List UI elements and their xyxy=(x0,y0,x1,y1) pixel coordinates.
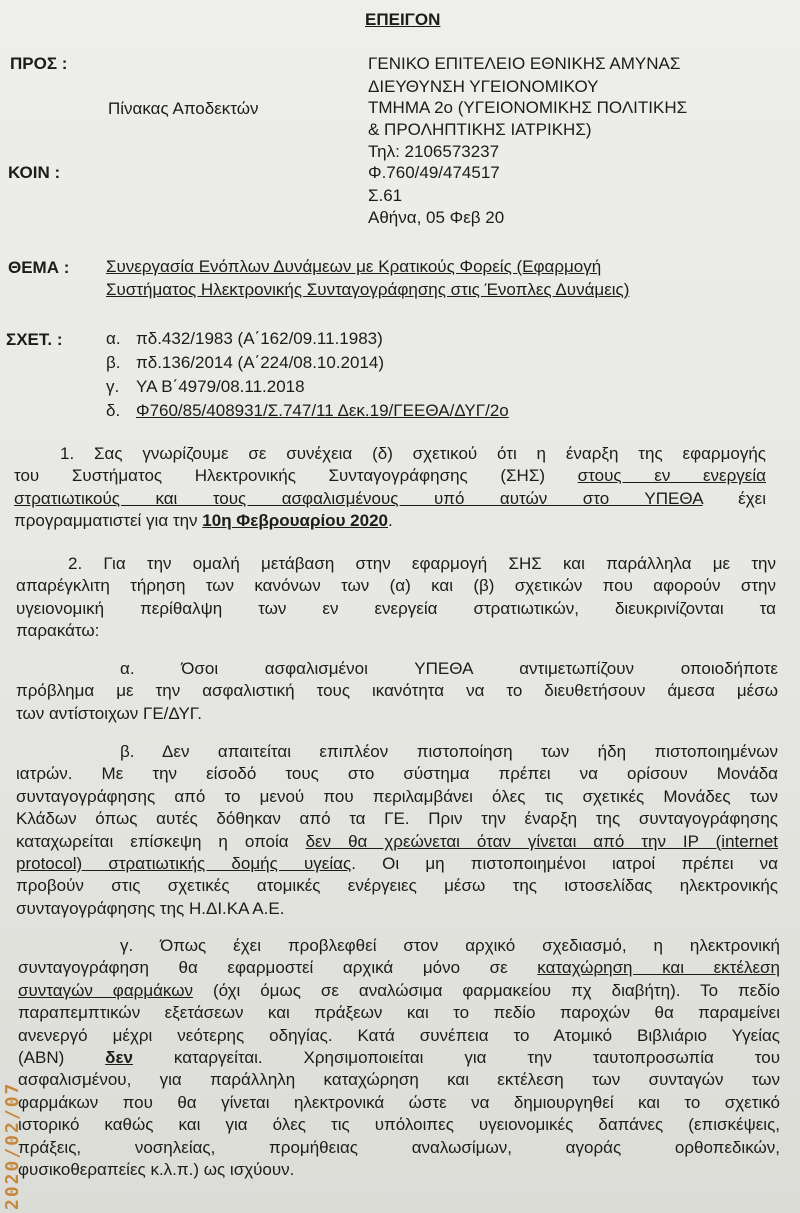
serial-number: Σ.61 xyxy=(368,186,403,205)
p1-text: προγραμματιστεί για την xyxy=(14,511,203,531)
file-number: Φ.760/49/474517 xyxy=(368,163,500,182)
p1-line-1: 1. Σας γνωρίζουμε σε συνέχεια (δ) σχετικού ότι η έναρξη της εφαρμογής xyxy=(60,444,766,463)
pc-line-3 xyxy=(18,980,780,1002)
pc-line-4: παραπεμπτικών εξετάσεων και πράξεων και το πεδίο παροχών θα παραμείνει xyxy=(18,1003,780,1023)
p2-line-1: 2. Για την ομαλή μετάβαση στην εφαρμογή ΣΗΣ και παράλληλα με την xyxy=(68,554,776,573)
start-date: 10η Φεβρουαρίου 2020 xyxy=(202,511,389,531)
pa-line-1: α. Όσοι ασφαλισμένοι ΥΠΕΘΑ αντιμετωπίζουν οποιοδήποτε xyxy=(120,659,778,678)
paragraph-b xyxy=(16,741,778,920)
sender-line-2: ΔΙΕΥΘΥΝΣΗ ΥΓΕΙΟΝΟΜΙΚΟΥ xyxy=(368,77,599,96)
pb-text: καταχωρείται επίσκεψη η οποία xyxy=(16,831,306,851)
subject-label: ΘΕΜΑ : xyxy=(8,258,70,277)
paragraph-1 xyxy=(14,443,766,533)
pc-underlined: καταχώρηση και εκτέλεση xyxy=(537,958,780,978)
pb-line-6 xyxy=(16,853,778,875)
reference-text: πδ.136/2014 (Α΄224/08.10.2014) xyxy=(136,353,385,372)
reference-text: Φ760/85/408931/Σ.747/11 Δεκ.19/ΓΕΕΘΑ/ΔΥΓ/2ο xyxy=(136,401,509,420)
pb-line-7: προβούν στις σχετικές ατομικές ενέργειες μέσω της ιστοσελίδας ηλεκτρονικής xyxy=(16,876,778,896)
reference-text: πδ.432/1983 (Α΄162/09.11.1983) xyxy=(136,329,383,348)
subject-line-1: Συνεργασία Ενόπλων Δυνάμεων με Κρατικούς Φορείς (Εφαρμογή xyxy=(106,257,602,276)
p1-line-4 xyxy=(14,510,766,532)
pb-line-4: Κλάδων όπως αυτές δόθηκαν από τα ΓΕ. Πριν την έναρξη της συνταγογράφησης xyxy=(16,809,778,829)
pb-line-1: β. Δεν απαιτείται επιπλέον πιστοποίηση των ήδη πιστοποιημένων xyxy=(120,742,778,761)
p1-line-2 xyxy=(14,465,766,487)
pb-line-2: ιατρών. Με την είσοδό τους στο σύστημα πρέπει να ορίσουν Μονάδα xyxy=(16,764,778,784)
to-label: ΠΡΟΣ : xyxy=(10,54,68,73)
p1-line-3 xyxy=(14,488,766,510)
pc-line-6 xyxy=(18,1047,780,1069)
subject-line-2: Συστήματος Ηλεκτρονικής Συνταγογράφησης στις Ένοπλες Δυνάμεις) xyxy=(106,280,630,299)
pc-line-8: φαρμάκων που θα γίνεται ηλεκτρονικά ώστε να δημιουργηθεί και το σχετικό xyxy=(18,1092,780,1112)
pc-bold-not: δεν xyxy=(105,1048,134,1068)
paragraph-c xyxy=(18,935,780,1181)
pc-line-9: ιστορικό καθώς και για όλες τις υπόλοιπες υγειονομικές δαπάνες (επισκέψεις, xyxy=(18,1115,780,1135)
p2-line-3: υγειονομική περίθαλψη των εν ενεργεία στρατιωτικών, διευκρινίζονται τα xyxy=(16,598,776,618)
pc-line-11: φυσικοθεραπείες κ.λ.π.) ως ισχύουν. xyxy=(18,1160,295,1180)
p2-line-2: απαρέγκλιτη τήρηση των κανόνων των (α) και (β) σχετικών που αφορούν στην xyxy=(16,576,776,596)
pb-line-5 xyxy=(16,831,778,853)
sender-line-3: ΤΜΗΜΑ 2ο (ΥΓΕΙΟΝΟΜΙΚΗΣ ΠΟΛΙΤΙΚΗΣ xyxy=(368,98,688,117)
reference-d xyxy=(106,400,509,422)
cc-label: ΚΟΙΝ : xyxy=(8,163,61,182)
p1-text: . xyxy=(388,511,393,531)
pc-line-1: γ. Όπως έχει προβλεφθεί στον αρχικό σχεδιασμό, η ηλεκτρονική xyxy=(120,936,780,955)
pb-text: . Οι μη πιστοποιημένοι ιατροί πρέπει να xyxy=(351,854,779,874)
pb-underlined: δεν θα χρεώνεται όταν γίνεται από την IP (internet xyxy=(305,831,779,851)
reference-letter: γ. xyxy=(106,377,120,396)
references-label: ΣΧΕΤ. : xyxy=(6,330,63,349)
date-stamp: 2020/02/07 xyxy=(2,1081,23,1210)
pc-line-5: ανενεργό μέχρι νεότερης οδηγίας. Κατά συνέπεια το Ατομικό Βιβλιάριο Υγείας xyxy=(18,1025,780,1045)
p1-text: έχει xyxy=(702,488,766,508)
to-recipients: Πίνακας Αποδεκτών xyxy=(108,99,259,118)
p1-underlined: στρατιωτικούς και τους ασφαλισμένους υπό αυτών στο ΥΠΕΘΑ xyxy=(14,488,703,508)
reference-letter: β. xyxy=(106,353,121,372)
sender-phone: Τηλ: 2106573237 xyxy=(368,142,500,161)
pc-line-2 xyxy=(18,957,780,979)
pc-line-10: πράξεις, νοσηλείας, προμήθειας αναλωσίμων, αγοράς ορθοπεδικών, xyxy=(18,1137,780,1157)
reference-text: ΥΑ Β΄4979/08.11.2018 xyxy=(136,377,305,396)
pb-line-8: συνταγογράφησης της Η.ΔΙ.ΚΑ Α.Ε. xyxy=(16,898,285,918)
p2-line-4: παρακάτω: xyxy=(16,621,100,641)
pb-underlined: protocol) στρατιωτικής δομής υγείας xyxy=(16,854,352,874)
reference-a xyxy=(106,328,383,350)
paragraph-2 xyxy=(16,553,776,643)
pa-line-3: των αντίστοιχων ΓΕ/ΔΥΓ. xyxy=(16,703,203,723)
pb-line-3: συνταγογράφησης από το μενού που περιλαμβάνει όλες τις σχετικές Μονάδες των xyxy=(16,786,778,806)
pc-text: (ΑΒΝ) xyxy=(18,1048,106,1068)
paragraph-a xyxy=(16,658,778,725)
pc-text: καταργείται. Χρησιμοποιείται για την ταυτοπροσωπία του xyxy=(133,1048,780,1068)
p1-text: του Συστήματος Ηλεκτρονικής Συνταγογράφησης (ΣΗΣ) xyxy=(14,466,578,486)
date-line: Αθήνα, 05 Φεβ 20 xyxy=(368,208,505,227)
sender-line-4: & ΠΡΟΛΗΠΤΙΚΗΣ ΙΑΤΡΙΚΗΣ) xyxy=(368,120,592,139)
pa-line-2: πρόβλημα με την ασφαλιστική τους ικανότητα να το διευθετήσουν άμεσα μέσω xyxy=(16,681,778,701)
reference-b xyxy=(106,352,384,374)
pc-underlined: συνταγών φαρμάκων xyxy=(18,980,194,1000)
p1-underlined: στους εν ενεργεία xyxy=(577,466,766,486)
pc-text: συνταγογράφηση θα εφαρμοστεί αρχικά μόνο σε xyxy=(18,958,538,978)
urgent-title: ΕΠΕΙΓΟΝ xyxy=(365,10,441,29)
reference-letter: α. xyxy=(106,329,121,348)
pc-text: (όχι όμως σε αναλώσιμα φαρμακείου πχ διαβήτη). Το πεδίο xyxy=(193,980,780,1000)
pc-line-7: ασφαλισμένου, για παράλληλη καταχώρηση και εκτέλεση των συνταγών των xyxy=(18,1070,780,1090)
sender-line-1: ΓΕΝΙΚΟ ΕΠΙΤΕΛΕΙΟ ΕΘΝΙΚΗΣ ΑΜΥΝΑΣ xyxy=(368,54,681,73)
reference-letter: δ. xyxy=(106,401,121,420)
reference-c xyxy=(106,376,305,398)
